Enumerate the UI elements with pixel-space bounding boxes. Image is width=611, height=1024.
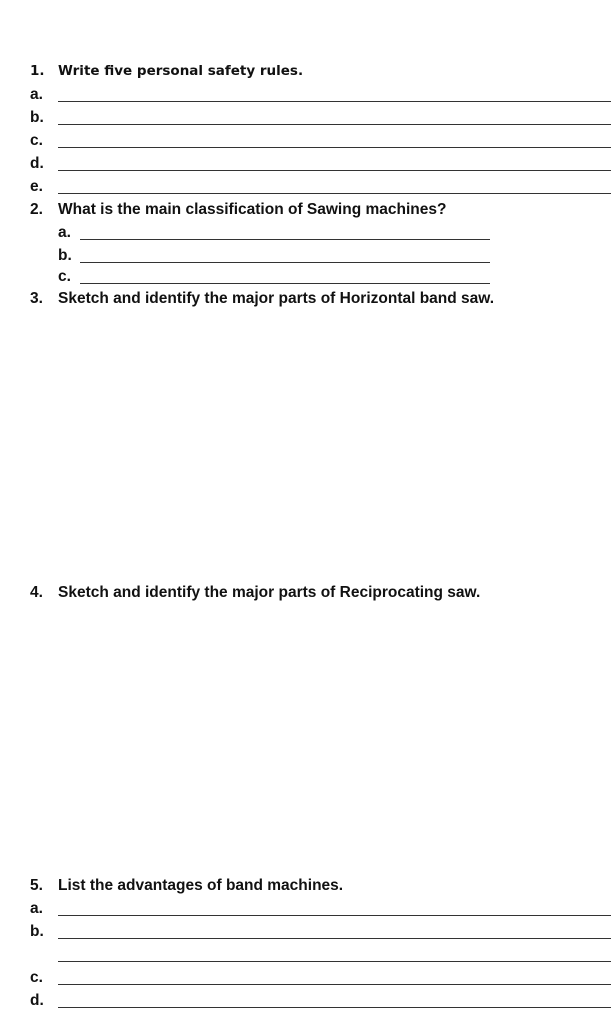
question-number: 4. bbox=[30, 584, 43, 601]
question-1 bbox=[30, 63, 303, 79]
answer-line[interactable] bbox=[58, 101, 611, 102]
question-5 bbox=[30, 877, 343, 895]
answer-row-1b[interactable] bbox=[30, 109, 611, 127]
question-number: 1. bbox=[30, 63, 45, 79]
question-3 bbox=[30, 290, 494, 308]
answer-line[interactable] bbox=[58, 938, 611, 939]
answer-line[interactable] bbox=[80, 283, 490, 284]
answer-row-1c[interactable] bbox=[30, 132, 611, 150]
answer-line[interactable] bbox=[58, 984, 611, 985]
answer-row-5a[interactable] bbox=[30, 900, 611, 918]
answer-row-1e[interactable] bbox=[30, 178, 611, 196]
answer-line[interactable] bbox=[58, 170, 611, 171]
question-text: Sketch and identify the major parts of Horizontal band saw. bbox=[58, 290, 495, 307]
answer-label: e. bbox=[30, 178, 43, 195]
answer-row-5c[interactable] bbox=[30, 969, 611, 987]
answer-line[interactable] bbox=[58, 915, 611, 916]
answer-label: a. bbox=[58, 224, 71, 241]
answer-line[interactable] bbox=[80, 262, 490, 263]
question-text: Write five personal safety rules. bbox=[58, 63, 304, 79]
answer-row-1a[interactable] bbox=[30, 86, 611, 104]
question-number: 5. bbox=[30, 877, 43, 894]
answer-label: a. bbox=[30, 900, 43, 917]
answer-label: c. bbox=[58, 268, 71, 285]
question-number: 3. bbox=[30, 290, 43, 307]
answer-label: b. bbox=[30, 109, 44, 126]
answer-line[interactable] bbox=[58, 147, 611, 148]
answer-row-2c[interactable] bbox=[58, 268, 490, 286]
answer-line[interactable] bbox=[80, 239, 490, 240]
answer-row-5b[interactable] bbox=[30, 923, 611, 941]
answer-row-5d[interactable] bbox=[30, 992, 611, 1010]
answer-label: b. bbox=[30, 923, 44, 940]
answer-label: c. bbox=[30, 132, 43, 149]
question-text: Sketch and identify the major parts of Reciprocating saw. bbox=[58, 584, 481, 601]
answer-line[interactable] bbox=[58, 1007, 611, 1008]
answer-label: d. bbox=[30, 992, 44, 1009]
question-number: 2. bbox=[30, 201, 43, 218]
question-4 bbox=[30, 584, 480, 602]
answer-label: a. bbox=[30, 86, 43, 103]
answer-row-2a[interactable] bbox=[58, 224, 490, 242]
answer-row-1d[interactable] bbox=[30, 155, 611, 173]
answer-row-5b-continued[interactable] bbox=[30, 946, 611, 964]
question-text: What is the main classification of Sawing machines? bbox=[58, 201, 447, 218]
answer-label: d. bbox=[30, 155, 44, 172]
answer-row-2b[interactable] bbox=[58, 247, 490, 265]
question-2 bbox=[30, 201, 446, 219]
answer-label: b. bbox=[58, 247, 72, 264]
question-text: List the advantages of band machines. bbox=[58, 877, 344, 894]
answer-line[interactable] bbox=[58, 961, 611, 962]
answer-label: c. bbox=[30, 969, 43, 986]
answer-line[interactable] bbox=[58, 124, 611, 125]
answer-line[interactable] bbox=[58, 193, 611, 194]
